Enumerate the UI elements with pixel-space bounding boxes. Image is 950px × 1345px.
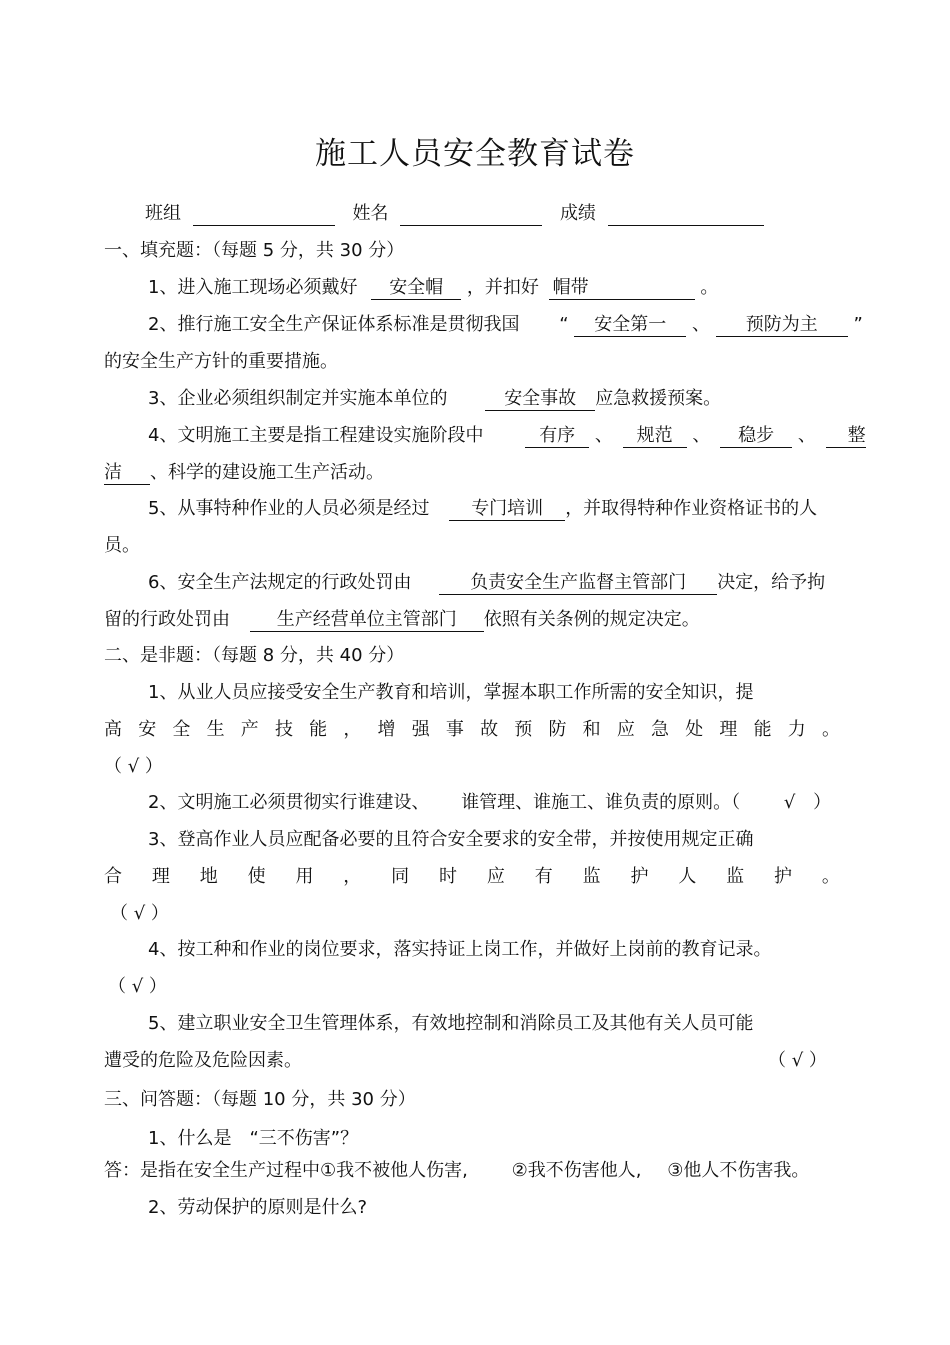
check-mark: √: [783, 792, 796, 813]
question-3-2: 2、劳动保护的原则是什么?: [148, 1197, 368, 1218]
spread-char: 应: [486, 866, 505, 887]
spread-char: 全: [172, 719, 191, 740]
question-text: 5、从事特种作业的人员必须是经过: [148, 498, 430, 519]
question-text: 1、进入施工现场必须戴好: [148, 277, 358, 298]
mark-2-1: （ √ ）: [104, 756, 163, 777]
question-1-5-cont: 员。: [104, 535, 140, 556]
question-2-2: [148, 791, 831, 815]
spread-char: 时: [439, 866, 458, 887]
spread-char: 和: [582, 719, 601, 740]
question-2-3-spread: [104, 865, 840, 889]
question-1-2-cont: 的安全生产方针的重要措施。: [104, 351, 338, 372]
name-label: 姓名: [352, 203, 389, 224]
question-text: ”: [853, 314, 863, 335]
question-text: ）: [813, 792, 832, 813]
question-text: 4、文明施工主要是指工程建设实施阶段中: [148, 425, 484, 446]
spread-char: 处: [685, 719, 704, 740]
spread-char: 有: [534, 866, 553, 887]
spread-char: 使: [247, 866, 266, 887]
spread-char: 理: [719, 719, 738, 740]
mark-2-3: （ √ ）: [110, 903, 169, 924]
section3-heading: 三、问答题：（每题 10 分，共 30 分）: [104, 1089, 416, 1110]
question-1-6: [148, 571, 825, 595]
answer-blank: 安全帽: [371, 277, 461, 300]
spread-char: 生: [206, 719, 225, 740]
answer-blank: 安全第一: [574, 314, 686, 337]
question-1-4-cont: [104, 461, 384, 485]
mark-2-4: （ √ ）: [108, 976, 167, 997]
question-text: 2、文明施工必须贯彻实行谁建设、: [148, 792, 430, 813]
question-text: 、科学的建设施工生产活动。: [150, 462, 384, 483]
answer-blank: 专门培训: [449, 498, 565, 521]
question-text: 决定，给予拘: [717, 572, 826, 593]
question-text: 。: [700, 277, 719, 298]
name-field[interactable]: [400, 205, 542, 226]
spread-char: 防: [548, 719, 567, 740]
answer-text: ②我不伤害他人,: [511, 1160, 642, 1181]
question-text: 留的行政处罚由: [104, 609, 230, 630]
answer-blank: 有序: [525, 425, 589, 448]
answer-blank: 预防为主: [716, 314, 848, 337]
question-2-4: 4、按工种和作业的岗位要求，落实持证上岗工作，并做好上岗前的教育记录。: [148, 939, 772, 960]
question-text: “: [559, 314, 569, 335]
answer-blank: 整: [826, 425, 866, 448]
spread-char: 事: [445, 719, 464, 740]
answer-blank: 洁: [104, 462, 150, 485]
question-2-3: 3、登高作业人员应配备必要的且符合安全要求的安全带，并按使用规定正确: [148, 829, 754, 850]
question-1-2: [148, 313, 863, 337]
spread-char: 监: [726, 866, 745, 887]
spread-char: 护: [630, 866, 649, 887]
spread-char: 安: [138, 719, 157, 740]
spread-char: 力: [787, 719, 806, 740]
question-text: ，并扣好: [466, 277, 539, 298]
spread-char: 地: [199, 866, 218, 887]
answer-blank: 安全事故: [485, 388, 595, 411]
mark-2-5: （ √ ）: [768, 1050, 827, 1071]
spread-char: 技: [274, 719, 293, 740]
score-field[interactable]: [608, 205, 764, 226]
question-text: 2、推行施工安全生产保证体系标准是贯彻我国: [148, 314, 520, 335]
spread-char: 人: [678, 866, 697, 887]
spread-char: 急: [651, 719, 669, 740]
answer-blank: 生产经营单位主管部门: [250, 609, 484, 632]
answer-blank: 帽带: [549, 277, 695, 300]
question-1-3: [148, 387, 721, 411]
section2-heading: 二、是非题：（每题 8 分，共 40 分）: [104, 645, 405, 666]
answer-text: ③他人不伤害我。: [667, 1160, 810, 1181]
question-text: 6、安全生产法规定的行政处罚由: [148, 572, 412, 593]
question-text: 、: [594, 425, 613, 446]
class-label: 班组: [145, 203, 181, 224]
question-2-1-spread: [104, 718, 840, 742]
score-label: 成绩: [559, 203, 596, 224]
spread-char: 产: [240, 719, 259, 740]
question-text: 依照有关条例的规定决定。: [483, 609, 700, 630]
answer-blank: 规范: [623, 425, 687, 448]
spread-char: 强: [411, 719, 430, 740]
question-1-1: [148, 276, 718, 300]
question-1-4: [148, 424, 866, 448]
spread-char: 故: [480, 719, 499, 740]
spread-char: 预: [514, 719, 533, 740]
answer-text: 答：是指在安全生产过程中①我不被他人伤害,: [104, 1160, 468, 1181]
spread-char: 用: [295, 866, 314, 887]
answer-3-1: [104, 1159, 809, 1183]
spread-char: 理: [151, 866, 170, 887]
question-1-5: [148, 497, 817, 521]
spread-char: 合: [104, 866, 122, 887]
spread-char: 护: [774, 866, 793, 887]
question-2-5: 5、建立职业安全卫生管理体系，有效地控制和消除员工及其他有关人员可能: [148, 1013, 754, 1034]
question-text: 、: [691, 314, 710, 335]
spread-char: 。: [821, 719, 840, 740]
question-text: 3、企业必须组织制定并实施本单位的: [148, 388, 448, 409]
question-1-6-cont: [104, 608, 700, 632]
question-text: 谁管理、谁施工、谁负责的原则。（: [461, 792, 741, 813]
page-title: 施工人员安全教育试卷: [315, 136, 635, 172]
spread-char: 同: [391, 866, 410, 887]
spread-char: 能: [309, 719, 328, 740]
spread-char: 应: [616, 719, 635, 740]
spread-char: 增: [377, 719, 396, 740]
answer-blank: 稳步: [720, 425, 792, 448]
question-2-1: 1、从业人员应接受安全生产教育和培训，掌握本职工作所需的安全知识，提: [148, 682, 754, 703]
question-text: 应急救援预案。: [595, 388, 722, 409]
question-text: 、: [797, 425, 816, 446]
spread-char: 高: [104, 719, 122, 740]
question-text: ，并取得特种作业资格证书的人: [565, 498, 818, 519]
spread-char: ，: [343, 719, 362, 740]
spread-char: 。: [821, 866, 840, 887]
spread-char: 监: [582, 866, 601, 887]
question-text: 、: [692, 425, 711, 446]
section1-heading: 一、填充题：（每题 5 分，共 30 分）: [104, 240, 405, 261]
header-fields: [145, 202, 764, 226]
spread-char: ，: [343, 866, 362, 887]
question-2-5-cont: 遭受的危险及危险因素。: [104, 1050, 302, 1071]
question-3-1: 1、什么是 “三不伤害”？: [148, 1128, 359, 1149]
answer-blank: 负责安全生产监督主管部门: [439, 572, 717, 595]
spread-char: 能: [753, 719, 772, 740]
class-field[interactable]: [193, 205, 335, 226]
